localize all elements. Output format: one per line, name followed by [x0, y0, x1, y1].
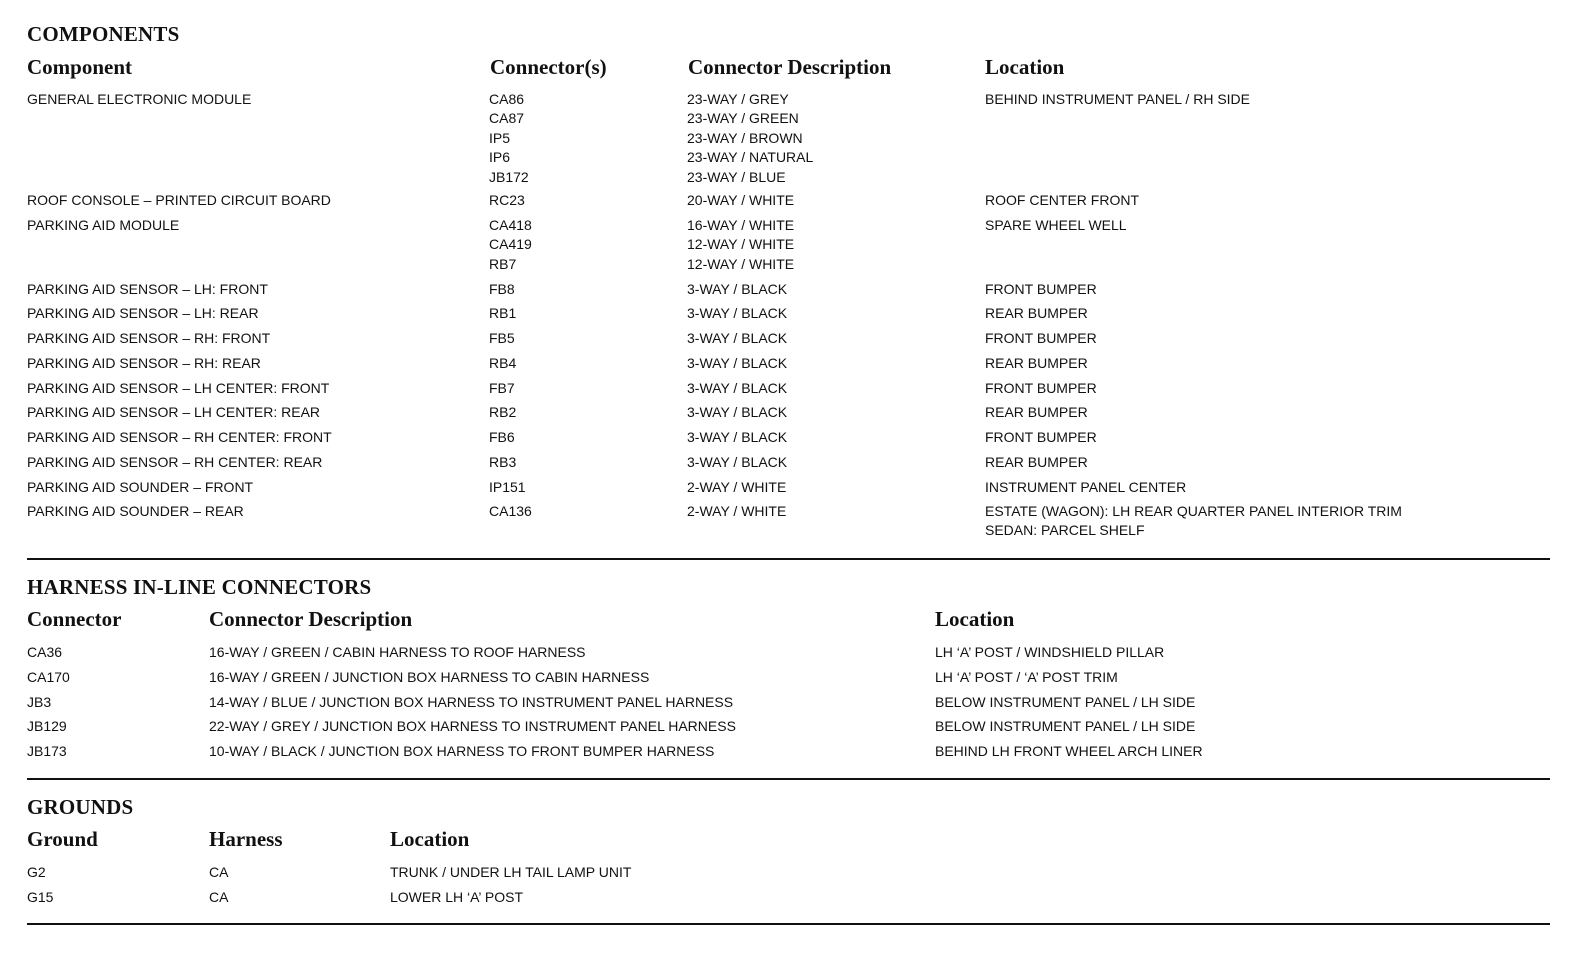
- component-name: GENERAL ELECTRONIC MODULE: [27, 91, 252, 107]
- connector-id: CA86: [489, 91, 525, 107]
- harness-connector-location: LH ‘A’ POST / ‘A’ POST TRIM: [935, 668, 1118, 685]
- component-name: PARKING AID SENSOR – RH: FRONT: [27, 330, 271, 346]
- connector-description: 12-WAY / WHITE: [687, 255, 795, 272]
- components-title: COMPONENTS: [27, 22, 180, 46]
- connector-id: FB7: [489, 380, 515, 396]
- ground-id: G2: [27, 864, 46, 880]
- ground-location: LOWER LH ‘A’ POST: [390, 888, 524, 905]
- component-name: PARKING AID SENSOR – RH: REAR: [27, 355, 261, 371]
- component-name: PARKING AID SENSOR – RH CENTER: REAR: [27, 454, 323, 470]
- component-location: SEDAN: PARCEL SHELF: [985, 522, 1145, 539]
- component-location: FRONT BUMPER: [985, 380, 1097, 396]
- harness-connector-description: 16-WAY / GREEN / CABIN HARNESS TO ROOF HARNESS: [209, 644, 586, 660]
- connector-description: 3-WAY / BLACK: [687, 305, 788, 321]
- connector-description: 23-WAY / GREY: [687, 91, 789, 107]
- harness-connector-id: JB129: [27, 718, 67, 735]
- component-location: SPARE WHEEL WELL: [985, 217, 1127, 233]
- component-location: REAR BUMPER: [985, 355, 1088, 371]
- component-location: ROOF CENTER FRONT: [985, 192, 1139, 208]
- connector-description: 3-WAY / BLACK: [687, 355, 788, 371]
- connector-description: 16-WAY / WHITE: [687, 217, 795, 233]
- component-name: PARKING AID SENSOR – RH CENTER: FRONT: [27, 429, 332, 445]
- section-divider: [27, 778, 1550, 780]
- connector-description: 3-WAY / BLACK: [687, 454, 788, 470]
- ground-id: G15: [27, 888, 54, 905]
- header-harness-connector: Connector: [27, 607, 122, 631]
- harness-connector-description: 16-WAY / GREEN / JUNCTION BOX HARNESS TO CABIN HARNESS: [209, 668, 650, 685]
- section-divider: [27, 923, 1550, 925]
- component-location: REAR BUMPER: [985, 404, 1088, 420]
- header-component: Component: [27, 55, 133, 79]
- header-harness-location: Location: [935, 607, 1015, 631]
- section-divider: [27, 558, 1550, 560]
- connector-description: 2-WAY / WHITE: [687, 479, 787, 495]
- component-name: PARKING AID SENSOR – LH CENTER: FRONT: [27, 380, 330, 396]
- ground-location: TRUNK / UNDER LH TAIL LAMP UNIT: [390, 864, 632, 880]
- harness-connector-location: BELOW INSTRUMENT PANEL / LH SIDE: [935, 718, 1196, 735]
- connector-id: RC23: [489, 192, 525, 208]
- component-name: PARKING AID SENSOR – LH CENTER: REAR: [27, 404, 321, 420]
- component-location: REAR BUMPER: [985, 454, 1088, 470]
- component-name: PARKING AID SENSOR – LH: REAR: [27, 305, 259, 321]
- header-ground-location: Location: [390, 827, 470, 851]
- connector-id: RB7: [489, 255, 517, 272]
- grounds-title: GROUNDS: [27, 795, 134, 819]
- component-name: PARKING AID MODULE: [27, 217, 180, 233]
- harness-connector-location: LH ‘A’ POST / WINDSHIELD PILLAR: [935, 644, 1165, 660]
- harness-connector-description: 10-WAY / BLACK / JUNCTION BOX HARNESS TO FRONT BUMPER HARNESS: [209, 743, 715, 760]
- harness-connector-id: JB3: [27, 693, 52, 710]
- connector-description: 3-WAY / BLACK: [687, 380, 788, 396]
- connector-id: RB4: [489, 355, 517, 371]
- component-location: FRONT BUMPER: [985, 281, 1097, 297]
- connector-description: 2-WAY / WHITE: [687, 503, 787, 519]
- ground-harness: CA: [209, 888, 229, 905]
- ground-harness: CA: [209, 864, 229, 880]
- connector-description: 3-WAY / BLACK: [687, 404, 788, 420]
- connector-id: JB172: [489, 168, 529, 185]
- harness-connector-id: CA36: [27, 644, 63, 660]
- header-ground: Ground: [27, 827, 98, 851]
- component-location: INSTRUMENT PANEL CENTER: [985, 479, 1187, 495]
- connector-id: RB1: [489, 305, 517, 321]
- connector-id: CA419: [489, 236, 532, 253]
- connector-description: 23-WAY / NATURAL: [687, 149, 814, 166]
- header-harness-description: Connector Description: [209, 607, 413, 631]
- connector-id: FB6: [489, 429, 515, 445]
- harness-connector-description: 14-WAY / BLUE / JUNCTION BOX HARNESS TO INSTRUMENT PANEL HARNESS: [209, 693, 734, 710]
- harness-connector-description: 22-WAY / GREY / JUNCTION BOX HARNESS TO INSTRUMENT PANEL HARNESS: [209, 718, 736, 735]
- harness-connector-id: JB173: [27, 743, 67, 760]
- component-location: BEHIND INSTRUMENT PANEL / RH SIDE: [985, 91, 1251, 107]
- connector-id: CA87: [489, 110, 525, 127]
- header-location: Location: [985, 55, 1065, 79]
- component-name: PARKING AID SOUNDER – FRONT: [27, 479, 254, 495]
- component-location: FRONT BUMPER: [985, 330, 1097, 346]
- connector-id: IP6: [489, 149, 511, 166]
- connector-description: 3-WAY / BLACK: [687, 330, 788, 346]
- connector-id: FB8: [489, 281, 515, 297]
- harness-title: HARNESS IN-LINE CONNECTORS: [27, 575, 372, 599]
- header-connectors: Connector(s): [490, 55, 607, 79]
- connector-id: FB5: [489, 330, 515, 346]
- connector-description: 3-WAY / BLACK: [687, 281, 788, 297]
- connector-description: 23-WAY / BROWN: [687, 129, 803, 146]
- connector-description: 12-WAY / WHITE: [687, 236, 795, 253]
- connector-description: 3-WAY / BLACK: [687, 429, 788, 445]
- connector-id: IP5: [489, 129, 511, 146]
- header-ground-harness: Harness: [209, 827, 283, 851]
- connector-description: 20-WAY / WHITE: [687, 192, 795, 208]
- connector-description: 23-WAY / BLUE: [687, 168, 786, 185]
- harness-connector-id: CA170: [27, 668, 70, 685]
- connector-id: IP151: [489, 479, 526, 495]
- component-name: ROOF CONSOLE – PRINTED CIRCUIT BOARD: [27, 192, 331, 208]
- connector-id: RB3: [489, 454, 517, 470]
- header-connector-description: Connector Description: [688, 55, 892, 79]
- connector-description: 23-WAY / GREEN: [687, 110, 799, 127]
- connector-id: CA418: [489, 217, 532, 233]
- harness-connector-location: BELOW INSTRUMENT PANEL / LH SIDE: [935, 693, 1196, 710]
- harness-connector-location: BEHIND LH FRONT WHEEL ARCH LINER: [935, 743, 1203, 760]
- connector-id: RB2: [489, 404, 517, 420]
- component-name: PARKING AID SOUNDER – REAR: [27, 503, 244, 519]
- connector-id: CA136: [489, 503, 532, 519]
- component-location: FRONT BUMPER: [985, 429, 1097, 445]
- component-location: ESTATE (WAGON): LH REAR QUARTER PANEL INTERIOR TRIM: [985, 503, 1402, 519]
- component-name: PARKING AID SENSOR – LH: FRONT: [27, 281, 268, 297]
- component-location: REAR BUMPER: [985, 305, 1088, 321]
